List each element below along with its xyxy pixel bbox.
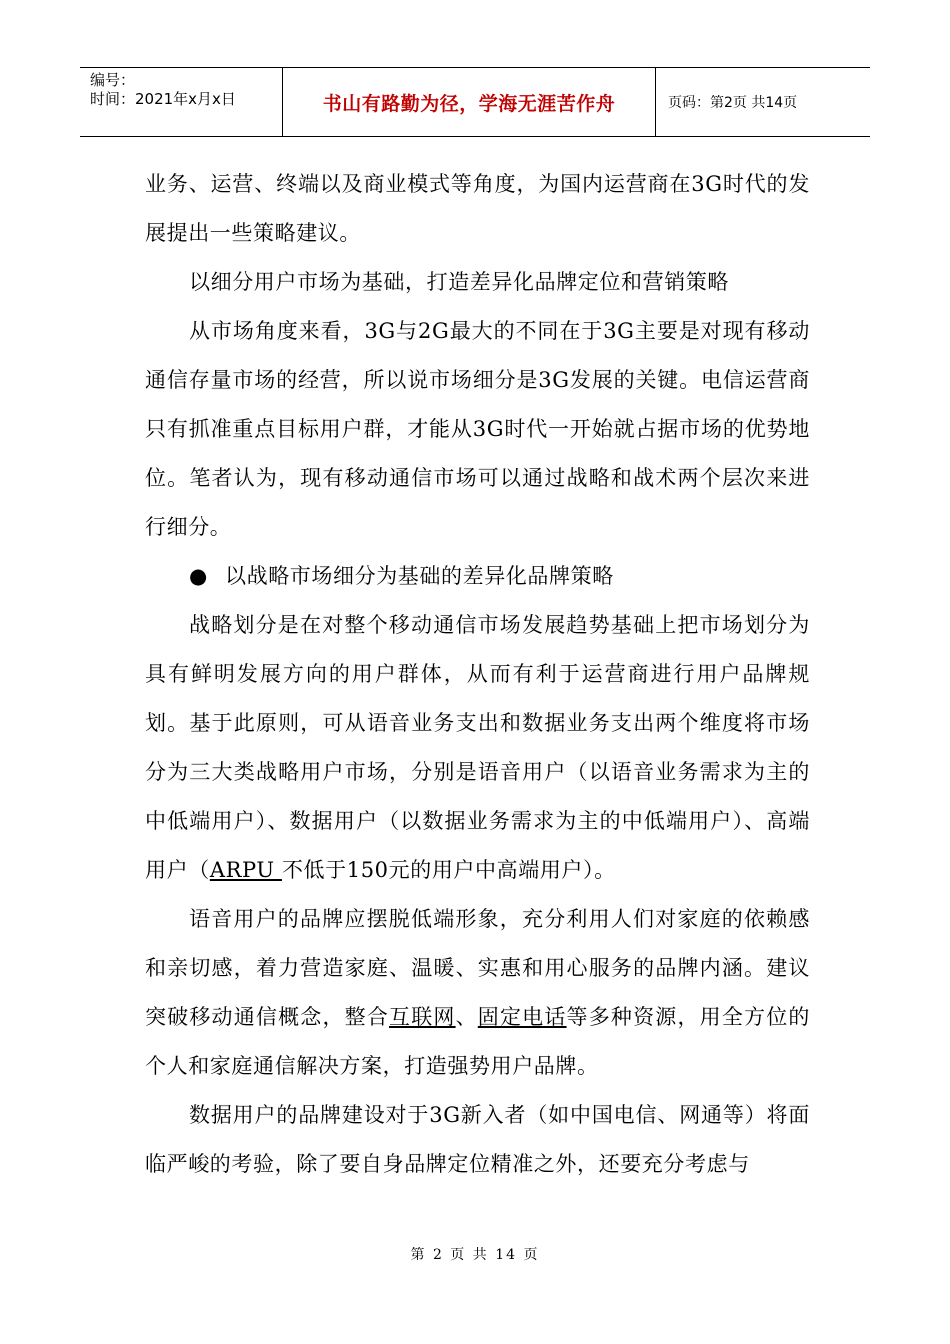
bullet-text: 以战略市场细分为基础的差异化品牌策略 [225,564,614,588]
paragraph-6 [145,895,810,1091]
section-heading: 以细分用户市场为基础，打造差异化品牌定位和营销策略 [189,270,729,294]
paragraph-5-text-a: 战略划分是在对整个移动通信市场发展趋势基础上把市场划分为具有鲜明发展方向的用户群体，从而有利于运营商进行用户品牌规划。基于此原则，可从语音业务支出和数据业务支出两个维度将市场分为三大类战略用户市场，分别是语音用户（以语音业务需求为主的中低端用户）、数据用户（以数据业务需求为主的中低端用户）、高端用户（ [145,613,810,882]
paragraph-3: 从市场角度来看，3G与2G最大的不同在于3G主要是对现有移动通信存量市场的经营，所以说市场细分是3G发展的关键。电信运营商只有抓准重点目标用户群，才能从3G时代一开始就占据市场的优势地位。笔者认为，现有移动通信市场可以通过战略和战术两个层次来进行细分。 [145,319,810,539]
paragraph-6-text-a: 语音用户的品牌应摆脱低端形象，充分利用人们对家庭的依赖感和亲切感，着力营造家庭、温暖、实惠和用心服务的品牌内涵。建议突破移动通信概念，整合 [145,907,810,1029]
paragraph-6-separator: 、 [455,1005,478,1029]
document-date: 时间：2021年x月x日 [90,90,236,108]
arpu-link[interactable]: ARPU [209,858,282,882]
header-meta [80,68,282,136]
bullet-item [145,552,810,601]
document-body [145,160,810,1189]
header-page-info: 页码：第2页 共14页 [668,95,798,111]
header-motto: 书山有路勤为径，学海无涯苦作舟 [282,68,656,136]
bullet-icon: ● [189,564,208,588]
internet-link[interactable]: 互联网 [389,1005,456,1029]
page-header [80,67,870,137]
paragraph-1: 业务、运营、终端以及商业模式等角度，为国内运营商在3G时代的发展提出一些策略建议。 [145,172,810,245]
paragraph-7: 数据用户的品牌建设对于3G新入者（如中国电信、网通等）将面临严峻的考验，除了要自身品牌定位精准之外，还要充分考虑与 [145,1103,810,1176]
page-footer: 第 2 页 共 14 页 [410,1247,540,1263]
paragraph-5-text-b: 不低于150元的用户中高端用户）。 [281,858,616,882]
document-number-label: 编号： [90,71,136,89]
paragraph-6-text-b: 等多种资源，用全方位的个人和家庭通信解决方案，打造强势用户品牌。 [145,1005,810,1078]
fixed-phone-link[interactable]: 固定电话 [477,1005,567,1029]
paragraph-5 [145,601,810,895]
